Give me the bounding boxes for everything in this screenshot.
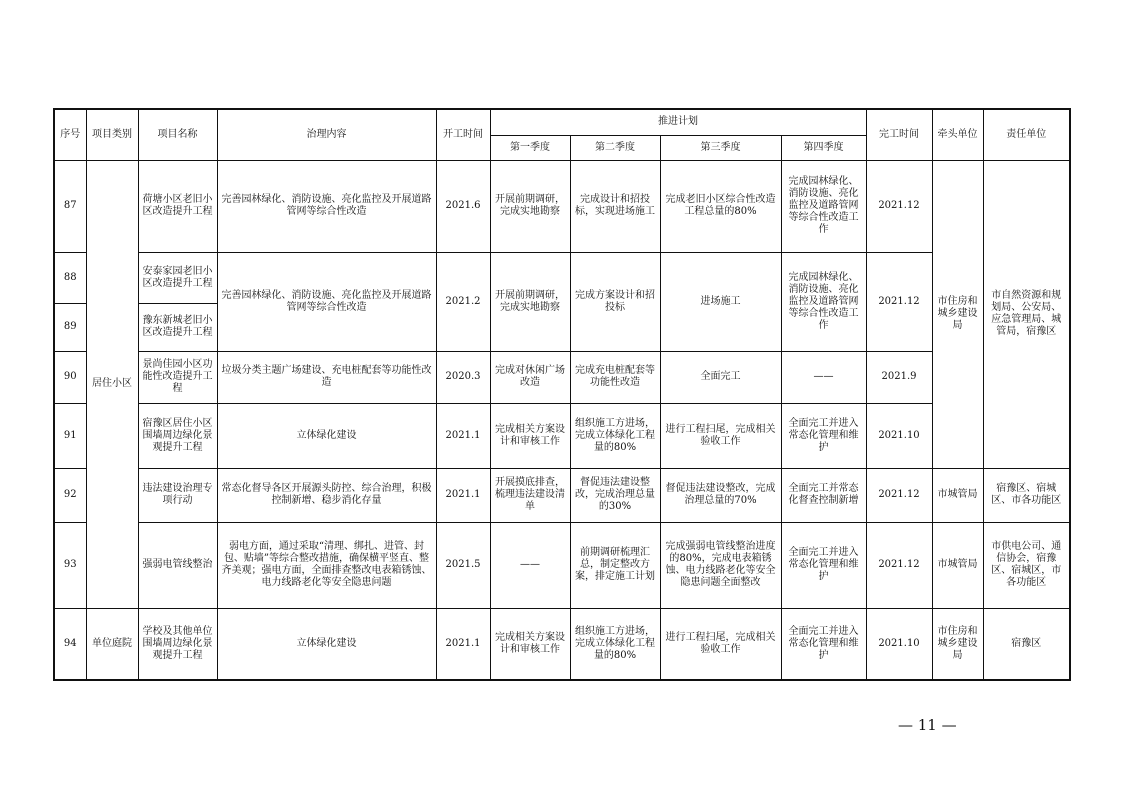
cell-q4: 完成园林绿化、消防设施、亮化监控及道路管网等综合性改造工作	[781, 252, 866, 351]
header-category: 项目类别	[86, 109, 138, 160]
header-plan: 推进计划	[490, 109, 866, 135]
table-row	[54, 160, 1070, 252]
cell-lead: 市住房和城乡建设局	[932, 608, 983, 680]
cell-seq: 90	[54, 351, 86, 403]
header-q3: 第三季度	[660, 135, 781, 160]
cell-seq: 91	[54, 403, 86, 468]
cell-finish: 2021.12	[866, 160, 932, 252]
cell-q1: 完成对休闲广场改造	[490, 351, 570, 403]
cell-content: 垃圾分类主题广场建设、充电桩配套等功能性改造	[217, 351, 436, 403]
cell-q2: 组织施工方进场，完成立体绿化工程量的80%	[570, 608, 660, 680]
cell-start: 2020.3	[436, 351, 490, 403]
cell-lead: 市城管局	[932, 468, 983, 522]
header-name: 项目名称	[138, 109, 217, 160]
cell-content: 完善园林绿化、消防设施、亮化监控及开展道路管网等综合性改造	[217, 160, 436, 252]
cell-q2: 完成设计和招投标，实现进场施工	[570, 160, 660, 252]
cell-seq: 87	[54, 160, 86, 252]
header-q1: 第一季度	[490, 135, 570, 160]
cell-resp: 市供电公司、通信协会，宿豫区、宿城区，市各功能区	[983, 522, 1070, 608]
cell-name: 安泰家园老旧小区改造提升工程	[138, 252, 217, 303]
cell-lead-group: 市住房和城乡建设局	[932, 160, 983, 468]
table-row	[54, 351, 1070, 403]
cell-q1: 开展前期调研，完成实地勘察	[490, 252, 570, 351]
cell-q3: 进行工程扫尾，完成相关验收工作	[660, 403, 781, 468]
cell-resp: 宿豫区、宿城区、市各功能区	[983, 468, 1070, 522]
cell-q3: 进行工程扫尾，完成相关验收工作	[660, 608, 781, 680]
cell-name: 荷塘小区老旧小区改造提升工程	[138, 160, 217, 252]
cell-content: 立体绿化建设	[217, 403, 436, 468]
cell-start: 2021.6	[436, 160, 490, 252]
cell-resp: 宿豫区	[983, 608, 1070, 680]
cell-finish: 2021.9	[866, 351, 932, 403]
cell-q1: 开展摸底排查，梳理违法建设清单	[490, 468, 570, 522]
cell-seq: 94	[54, 608, 86, 680]
cell-q3: 完成老旧小区综合性改造工程总量的80%	[660, 160, 781, 252]
cell-start: 2021.5	[436, 522, 490, 608]
cell-name: 学校及其他单位围墙周边绿化景观提升工程	[138, 608, 217, 680]
page-number: — 11 —	[898, 716, 957, 734]
cell-finish: 2021.12	[866, 468, 932, 522]
cell-q3: 进场施工	[660, 252, 781, 351]
category-residential: 居住小区	[86, 160, 138, 608]
cell-name: 宿豫区居住小区围墙周边绿化景观提升工程	[138, 403, 217, 468]
cell-finish: 2021.12	[866, 522, 932, 608]
cell-q4: 全面完工并进入常态化管理和维护	[781, 608, 866, 680]
cell-name: 豫东新城老旧小区改造提升工程	[138, 303, 217, 351]
cell-start: 2021.1	[436, 608, 490, 680]
cell-q3: 全面完工	[660, 351, 781, 403]
table-row	[54, 403, 1070, 468]
cell-q1: 开展前期调研，完成实地勘察	[490, 160, 570, 252]
cell-q4: 完成园林绿化、消防设施、亮化监控及道路管网等综合性改造工作	[781, 160, 866, 252]
category-unit: 单位庭院	[86, 608, 138, 680]
cell-content: 完善园林绿化、消防设施、亮化监控及开展道路管网等综合性改造	[217, 252, 436, 351]
cell-content: 立体绿化建设	[217, 608, 436, 680]
header-q2: 第二季度	[570, 135, 660, 160]
cell-lead: 市城管局	[932, 522, 983, 608]
cell-finish: 2021.10	[866, 608, 932, 680]
cell-seq: 93	[54, 522, 86, 608]
table-row	[54, 468, 1070, 522]
header-resp: 责任单位	[983, 109, 1070, 160]
header-finish: 完工时间	[866, 109, 932, 160]
cell-q1: 完成相关方案设计和审核工作	[490, 403, 570, 468]
plan-table	[53, 108, 1071, 681]
cell-seq: 88	[54, 252, 86, 303]
cell-q3: 督促违法建设整改，完成治理总量的70%	[660, 468, 781, 522]
cell-name: 景尚佳园小区功能性改造提升工程	[138, 351, 217, 403]
cell-name: 违法建设治理专项行动	[138, 468, 217, 522]
cell-content: 弱电方面，通过采取“清理、绑扎、进管、封包、贴墙”等综合整改措施，确保横平竖直、整齐美观；强电方面，全面排查整改电表箱锈蚀、电力线路老化等安全隐患问题	[217, 522, 436, 608]
cell-name: 强弱电管线整治	[138, 522, 217, 608]
table-row	[54, 522, 1070, 608]
cell-q4: ——	[781, 351, 866, 403]
cell-q4: 全面完工并进入常态化管理和维护	[781, 522, 866, 608]
header-lead: 牵头单位	[932, 109, 983, 160]
cell-start: 2021.2	[436, 252, 490, 351]
cell-q2: 完成方案设计和招投标	[570, 252, 660, 351]
cell-q2: 完成充电桩配套等功能性改造	[570, 351, 660, 403]
cell-q2: 督促违法建设整改，完成治理总量的30%	[570, 468, 660, 522]
cell-q4: 全面完工并常态化督查控制新增	[781, 468, 866, 522]
cell-finish: 2021.10	[866, 403, 932, 468]
cell-q4: 全面完工并进入常态化管理和维护	[781, 403, 866, 468]
cell-content: 常态化督导各区开展源头防控、综合治理，积极控制新增、稳步消化存量	[217, 468, 436, 522]
table-row	[54, 252, 1070, 303]
cell-q2: 组织施工方进场，完成立体绿化工程量的80%	[570, 403, 660, 468]
cell-seq: 92	[54, 468, 86, 522]
cell-seq: 89	[54, 303, 86, 351]
cell-q1: ——	[490, 522, 570, 608]
cell-finish: 2021.12	[866, 252, 932, 351]
cell-start: 2021.1	[436, 468, 490, 522]
header-q4: 第四季度	[781, 135, 866, 160]
table-row	[54, 608, 1070, 680]
header-start: 开工时间	[436, 109, 490, 160]
cell-start: 2021.1	[436, 403, 490, 468]
cell-q2: 前期调研梳理汇总，制定整改方案，排定施工计划	[570, 522, 660, 608]
cell-q1: 完成相关方案设计和审核工作	[490, 608, 570, 680]
header-seq: 序号	[54, 109, 86, 160]
cell-resp-group: 市自然资源和规划局、公安局、应急管理局、城管局，宿豫区	[983, 160, 1070, 468]
header-content: 治理内容	[217, 109, 436, 160]
cell-q3: 完成强弱电管线整治进度的80%，完成电表箱锈蚀、电力线路老化等安全隐患问题全面整改	[660, 522, 781, 608]
